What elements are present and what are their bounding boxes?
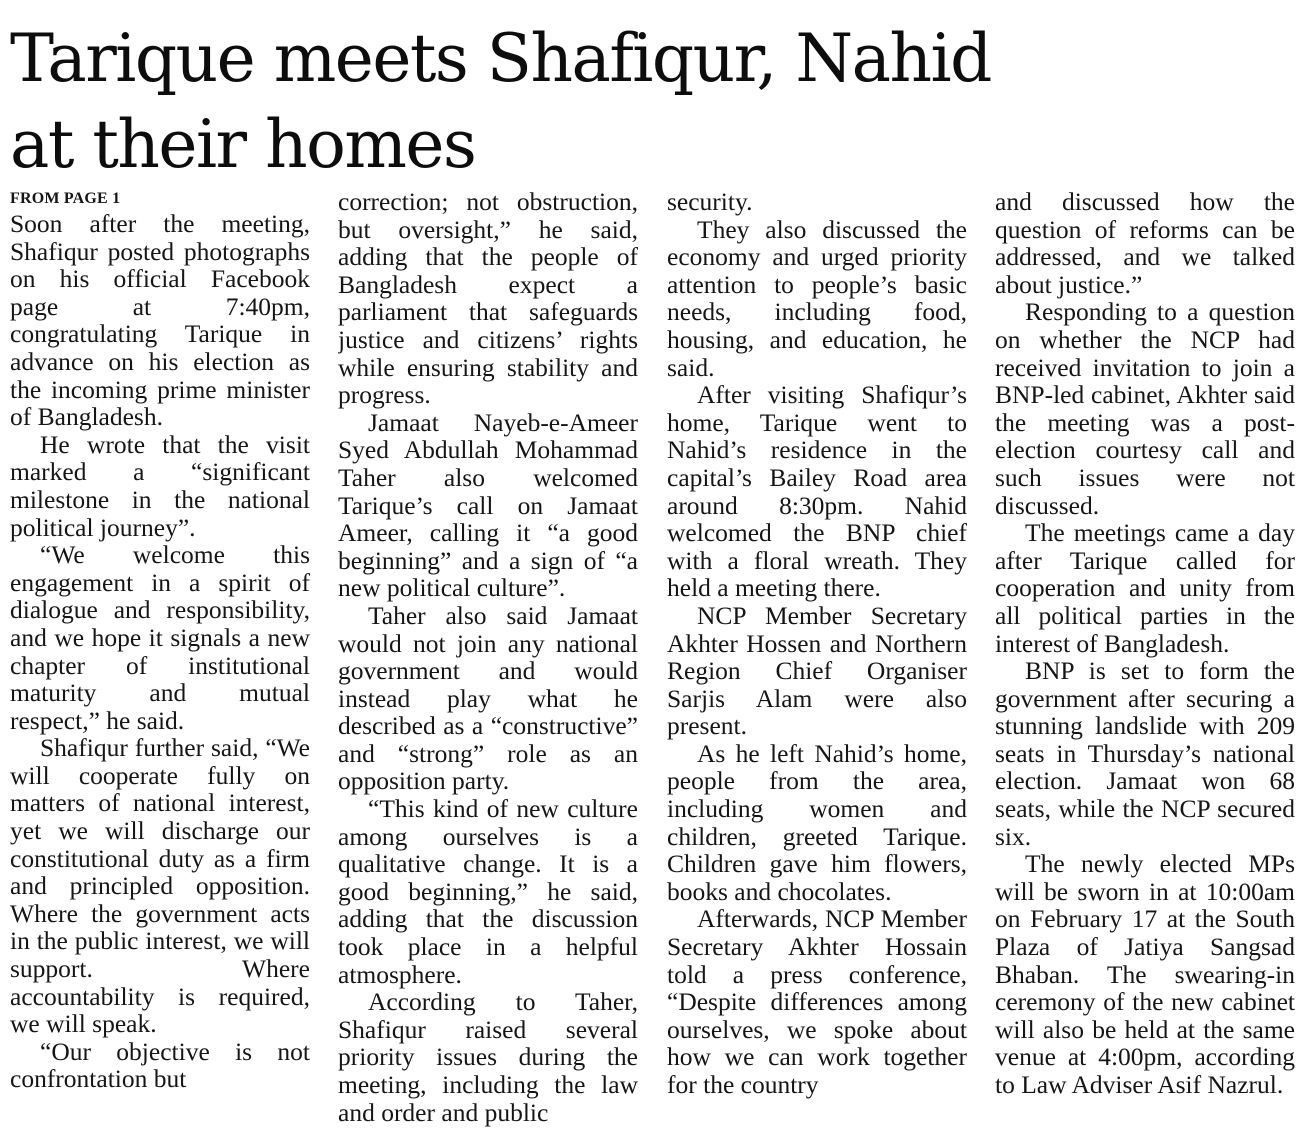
paragraph: NCP Member Secretary Akhter Hossen and Northern Region Chief Organiser Sarjis Alam were also present. [667, 600, 967, 741]
paragraph: Shafiqur further said, “We will cooperate fully on matters of national interest, yet we will discharge our constitutional duty as a firm and principled opposition. Where the government acts in the public interest, we will support. Where accountability is required, we will speak. [10, 733, 310, 1039]
paragraph: “Our objective is not confrontation but [10, 1036, 310, 1094]
paragraph: Responding to a question on whether the NCP had received invitation to join a BNP-led cabinet, Akhter said the meeting was a post-election courtesy call and such issues were not discussed. [995, 297, 1295, 520]
article-column-3 [667, 188, 967, 1133]
article-column-2 [338, 188, 638, 1133]
paragraph: After visiting Shafiqur’s home, Tarique went to Nahid’s residence in the capital’s Bailey Road area around 8:30pm. Nahid welcomed the BNP chief with a floral wreath. They held a meeting there. [667, 380, 967, 603]
paragraph: Soon after the meeting, Shafiqur posted photographs on his official Facebook page at 7:40pm, congratulating Tarique in advance on his election as the incoming prime minister of Bangladesh. [10, 209, 310, 432]
paragraph: The newly elected MPs will be sworn in at 10:00am on February 17 at the South Plaza of Jatiya Sangsad Bhaban. The swearing-in ceremony of the new cabinet will also be held at the same venue at 4:00pm, according to Law Adviser Asif Nazrul. [995, 849, 1295, 1099]
paragraph: The meetings came a day after Tarique called for cooperation and unity from all political parties in the interest of Bangladesh. [995, 518, 1295, 658]
paragraph: Taher also said Jamaat would not join any national government and would instead play what he described as a “constructive” and “strong” role as an opposition party. [338, 600, 638, 796]
headline-line-1: Tarique meets Shafiqur, Nahid [10, 20, 991, 97]
headline [10, 16, 1290, 188]
article-column-1 [10, 188, 310, 1133]
headline-line-2: at their homes [10, 106, 476, 183]
paragraph: Afterwards, NCP Member Secretary Akhter Hossain told a press conference, “Despite differences among ourselves, we spoke about how we can work together for the country [667, 904, 967, 1099]
article-column-4 [995, 188, 1295, 1133]
paragraph: correction; not obstruction, but oversight,” he said, adding that the people of Bangladesh expect a parliament that safeguards justice and citizens’ rights while ensuring stability and progress. [338, 188, 638, 410]
paragraph: security. [667, 188, 753, 216]
paragraph: According to Taher, Shafiqur raised several priority issues during the meeting, including the law and order and public [338, 987, 638, 1127]
paragraph: and discussed how the question of reforms can be addressed, and we talked about justice.” [995, 188, 1295, 299]
paragraph: BNP is set to form the government after securing a stunning landslide with 209 seats in Thursday’s national election. Jamaat won 68 seats, while the NCP secured six. [995, 656, 1295, 851]
kicker-from-page: FROM PAGE 1 [10, 190, 121, 207]
paragraph: He wrote that the visit marked a “significant milestone in the national political journey”. [10, 429, 310, 542]
paragraph: “We welcome this engagement in a spirit of dialogue and responsibility, and we hope it signals a new chapter of institutional maturity and mutual respect,” he said. [10, 540, 310, 735]
paragraph: Jamaat Nayeb-e-Ameer Syed Abdullah Mohammad Taher also welcomed Tarique’s call on Jamaat Ameer, calling it “a good beginning” and a sign of “a new political culture”. [338, 407, 638, 603]
paragraph: “This kind of new culture among ourselves is a qualitative change. It is a good beginning,” he said, adding that the discussion took place in a helpful atmosphere. [338, 794, 638, 989]
paragraph: They also discussed the economy and urged priority attention to people’s basic needs, including food, housing, and education, he said. [667, 214, 967, 382]
paragraph: As he left Nahid’s home, people from the area, including women and children, greeted Tarique. Children gave him flowers, books and chocolates. [667, 738, 967, 906]
